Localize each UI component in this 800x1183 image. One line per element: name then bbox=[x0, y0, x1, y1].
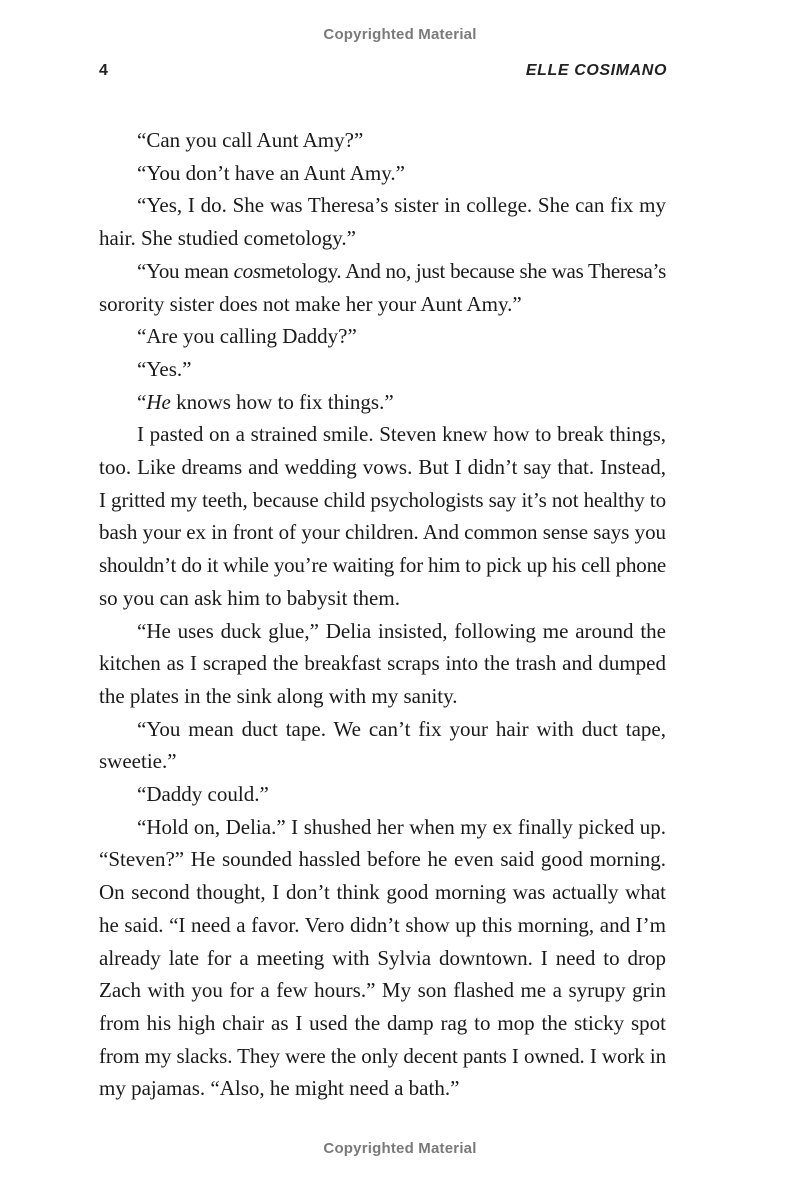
text-line: too. Like dreams and wedding vows. But I didn’t say that. Instead, bbox=[99, 455, 666, 480]
page-number: 4 bbox=[99, 62, 108, 79]
text-line: already late for a meeting with Sylvia downtown. I need to drop bbox=[99, 945, 666, 970]
text-line: “Are you calling Daddy?” bbox=[137, 324, 357, 349]
text-line: so you can ask him to babysit them. bbox=[99, 585, 400, 610]
text-line: “Hold on, Delia.” I shushed her when my ex finally picked up. bbox=[137, 814, 666, 839]
text-line: On second thought, I don’t think good morning was actually what bbox=[99, 880, 666, 905]
text-line: “Daddy could.” bbox=[137, 782, 269, 807]
text-line: “He knows how to fix things.” bbox=[137, 389, 394, 414]
text-line: the plates in the sink along with my sanity. bbox=[99, 683, 458, 708]
text-line: shouldn’t do it while you’re waiting for him to pick up his cell phone bbox=[99, 553, 666, 578]
author-name: ELLE COSIMANO bbox=[525, 62, 667, 79]
text-line: my pajamas. “Also, he might need a bath.” bbox=[99, 1076, 460, 1101]
text-line: Zach with you for a few hours.” My son flashed me a syrupy grin bbox=[99, 978, 666, 1003]
text-line: “Yes.” bbox=[137, 356, 192, 381]
text-line: from my slacks. They were the only decent pants I owned. I work in bbox=[99, 1043, 667, 1068]
text-line: he said. “I need a favor. Vero didn’t show up this morning, and I’m bbox=[99, 912, 666, 937]
text-line: “You don’t have an Aunt Amy.” bbox=[137, 160, 405, 185]
text-line: “You mean cosmetology. And no, just because she was Theresa’s bbox=[137, 258, 666, 283]
watermark-bottom: Copyrighted Material bbox=[323, 1140, 477, 1157]
text-line: “Can you call Aunt Amy?” bbox=[137, 128, 364, 152]
running-head bbox=[99, 62, 667, 86]
body-text bbox=[99, 124, 666, 1105]
text-line: sweetie.” bbox=[99, 749, 177, 774]
text-line: sorority sister does not make her your Aunt Amy.” bbox=[99, 291, 522, 316]
text-line: “Yes, I do. She was Theresa’s sister in college. She can fix my bbox=[137, 193, 666, 218]
text-line: hair. She studied cometology.” bbox=[99, 226, 357, 251]
text-line: bash your ex in front of your children. And common sense says you bbox=[99, 520, 667, 545]
text-line: from his high chair as I used the damp rag to mop the sticky spot bbox=[99, 1010, 666, 1035]
text-line: I gritted my teeth, because child psychologists say it’s not healthy to bbox=[99, 487, 667, 512]
text-line: I pasted on a strained smile. Steven knew how to break things, bbox=[137, 422, 666, 447]
text-line: kitchen as I scraped the breakfast scraps into the trash and dumped bbox=[99, 651, 666, 676]
text-line: “You mean duct tape. We can’t fix your hair with duct tape, bbox=[137, 716, 666, 741]
watermark-top: Copyrighted Material bbox=[323, 26, 477, 43]
text-line: “He uses duck glue,” Delia insisted, following me around the bbox=[137, 618, 666, 643]
text-line: “Steven?” He sounded hassled before he even said good morning. bbox=[99, 847, 666, 872]
